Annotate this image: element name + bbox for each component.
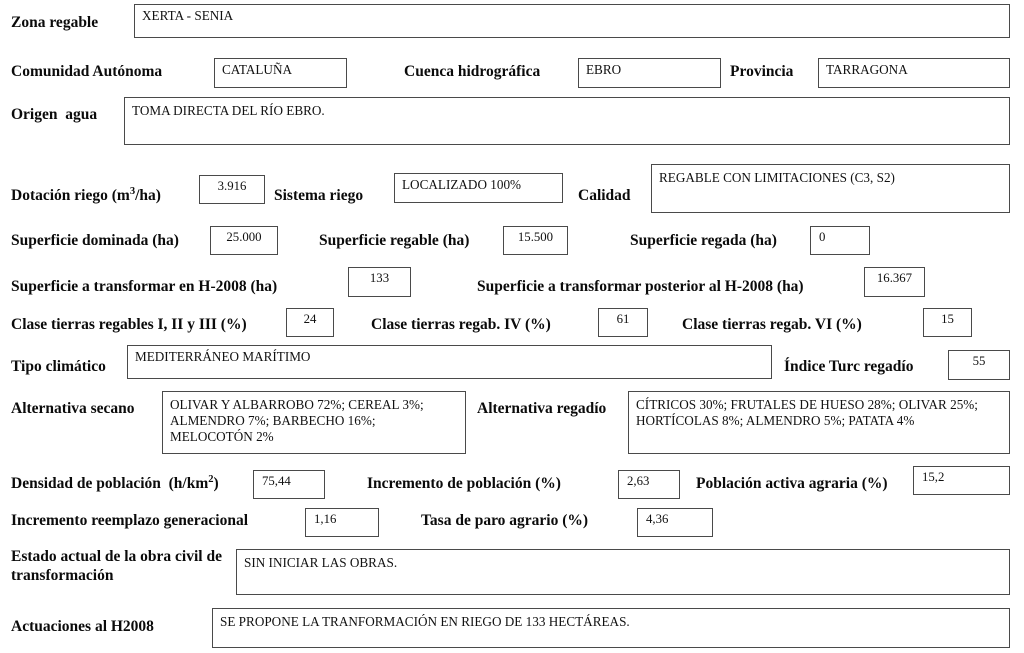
poblacion-activa-agraria-field[interactable] <box>913 466 1010 495</box>
superficie-regable-value: 15.500 <box>517 230 554 244</box>
superficie-dominada-field[interactable] <box>210 226 278 255</box>
clase-tierras-i-ii-iii-value: 24 <box>303 312 317 326</box>
comunidad-autonoma-value: CATALUÑA <box>222 62 293 77</box>
densidad-poblacion-label: Densidad de población $(h/km^2)$ <box>11 473 219 492</box>
sistema-riego-label: Sistema riego <box>274 187 364 204</box>
poblacion-activa-agraria-label: Población activa agraria (%) <box>696 475 888 492</box>
origen-agua-field[interactable] <box>124 97 1010 145</box>
sistema-riego-field[interactable] <box>394 173 563 203</box>
estado-obra-civil-field[interactable] <box>236 549 1010 595</box>
clase-tierras-iv-label: Clase tierras regab. IV (%) <box>371 316 551 333</box>
alternativa-regadio-field[interactable] <box>628 391 1010 454</box>
zona-regable-label: Zona regable <box>11 14 99 31</box>
clase-tierras-vi-field[interactable] <box>923 308 972 337</box>
actuaciones-h2008-label: Actuaciones al H2008 <box>11 618 154 635</box>
tipo-climatico-field[interactable] <box>127 345 772 379</box>
indice-turc-regadio-label: Índice Turc regadío <box>784 358 914 375</box>
alternativa-secano-label: Alternativa secano <box>11 400 135 417</box>
cuenca-hidrografica-value: EBRO <box>586 62 622 77</box>
tipo-climatico-value: MEDITERRÁNEO MARÍTIMO <box>135 349 311 364</box>
sistema-riego-value: LOCALIZADO 100% <box>402 177 522 192</box>
clase-tierras-iv-field[interactable] <box>598 308 648 337</box>
zona-regable-value: XERTA - SENIA <box>142 8 234 23</box>
calidad-label: Calidad <box>578 187 631 204</box>
origen-agua-value: TOMA DIRECTA DEL RÍO EBRO. <box>132 103 325 118</box>
superficie-regada-field[interactable] <box>810 226 870 255</box>
clase-tierras-vi-label: Clase tierras regab. VI (%) <box>682 316 862 333</box>
clase-tierras-i-ii-iii-label: Clase tierras regables I, II y III (%) <box>11 316 247 333</box>
incremento-poblacion-value: 2,63 <box>627 474 650 488</box>
indice-turc-regadio-field[interactable] <box>948 350 1010 380</box>
clase-tierras-iv-value: 61 <box>616 312 630 326</box>
densidad-poblacion-field[interactable] <box>253 470 325 499</box>
superficie-regada-label: Superficie regada (ha) <box>630 232 777 249</box>
calidad-field[interactable] <box>651 164 1010 213</box>
superficie-transformar-posterior-label: Superficie a transformar posterior al H-2008 (ha) <box>477 278 804 295</box>
alternativa-secano-field[interactable] <box>162 391 466 454</box>
estado-obra-civil-value: SIN INICIAR LAS OBRAS. <box>244 555 398 570</box>
alternativa-regadio-value: CÍTRICOS 30%; FRUTALES DE HUESO 28%; OLIVAR 25%; HORTÍCOLAS 8%; ALMENDRO 5%; PATATA 4% <box>636 397 978 428</box>
actuaciones-h2008-value: SE PROPONE LA TRANFORMACIÓN EN RIEGO DE 133 HECTÁREAS. <box>220 614 630 629</box>
superficie-dominada-label: Superficie dominada (ha) <box>11 232 179 249</box>
indice-turc-regadio-value: 55 <box>972 354 986 368</box>
superficie-regada-value: 0 <box>819 230 826 244</box>
superficie-transformar-h2008-field[interactable] <box>348 267 411 297</box>
tasa-paro-agrario-field[interactable] <box>637 508 713 537</box>
superficie-transformar-h2008-value: 133 <box>369 271 390 285</box>
estado-obra-civil-label: Estado actual de la obra civil de transformación <box>11 548 222 584</box>
superficie-transformar-posterior-field[interactable] <box>864 267 925 297</box>
dotacion-riego-field[interactable] <box>199 175 265 204</box>
dotacion-riego-value: 3.916 <box>217 179 247 193</box>
calidad-value: REGABLE CON LIMITACIONES (C3, S2) <box>659 170 895 185</box>
densidad-poblacion-value: 75,44 <box>262 474 291 488</box>
superficie-transformar-h2008-label: Superficie a transformar en H-2008 (ha) <box>11 278 278 295</box>
incremento-poblacion-label: Incremento de población (%) <box>367 475 561 492</box>
poblacion-activa-agraria-value: 15,2 <box>922 470 945 484</box>
incremento-poblacion-field[interactable] <box>618 470 680 499</box>
cuenca-hidrografica-field[interactable] <box>578 58 721 88</box>
provincia-value: TARRAGONA <box>826 62 908 77</box>
superficie-dominada-value: 25.000 <box>226 230 262 244</box>
incremento-reemplazo-generacional-value: 1,16 <box>314 512 337 526</box>
superficie-transformar-posterior-value: 16.367 <box>876 271 913 285</box>
actuaciones-h2008-field[interactable] <box>212 608 1010 648</box>
dotacion-riego-label: Dotación riego $(m^3/ha)$ <box>11 185 161 204</box>
origen-agua-label: Origen agua <box>11 106 98 123</box>
comunidad-autonoma-field[interactable] <box>214 58 347 88</box>
superficie-regable-label: Superficie regable (ha) <box>319 232 470 249</box>
incremento-reemplazo-generacional-label: Incremento reemplazo generacional <box>11 512 249 529</box>
clase-tierras-i-ii-iii-field[interactable] <box>286 308 334 337</box>
zona-regable-field[interactable] <box>134 4 1010 38</box>
tipo-climatico-label: Tipo climático <box>11 358 106 375</box>
tasa-paro-agrario-value: 4,36 <box>646 512 669 526</box>
comunidad-autonoma-label: Comunidad Autónoma <box>11 63 163 80</box>
alternativa-secano-value: OLIVAR Y ALBARROBO 72%; CEREAL 3%; ALMENDRO 7%; BARBECHO 16%; MELOCOTÓN 2% <box>170 397 424 444</box>
incremento-reemplazo-generacional-field[interactable] <box>305 508 379 537</box>
clase-tierras-vi-value: 15 <box>941 312 954 326</box>
superficie-regable-field[interactable] <box>503 226 568 255</box>
tasa-paro-agrario-label: Tasa de paro agrario (%) <box>421 512 589 529</box>
cuenca-hidrografica-label: Cuenca hidrográfica <box>404 63 541 80</box>
provincia-label: Provincia <box>730 63 794 80</box>
provincia-field[interactable] <box>818 58 1010 88</box>
alternativa-regadio-label: Alternativa regadío <box>477 400 607 417</box>
